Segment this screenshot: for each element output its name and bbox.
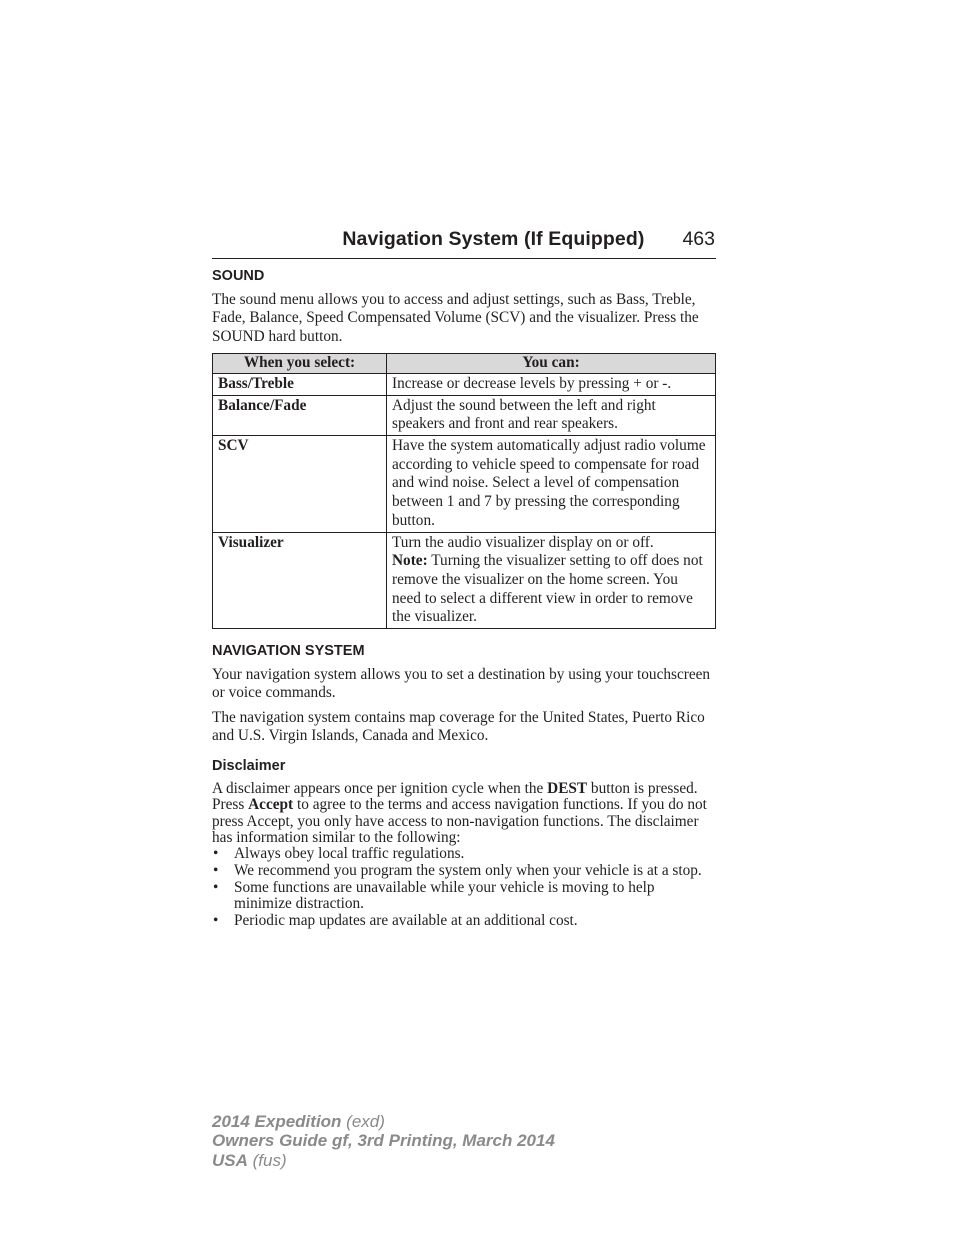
- list-item-text: Always obey local traffic regulations.: [234, 845, 465, 863]
- bullet-icon: •: [213, 878, 219, 896]
- list-item: [212, 863, 716, 879]
- section-heading-disclaimer: Disclaimer: [212, 758, 286, 775]
- page-content: [212, 228, 716, 929]
- page-title: Navigation System (If Equipped): [342, 228, 645, 250]
- list-item: [212, 846, 716, 862]
- list-item: [212, 913, 716, 929]
- footer-market-code: (fus): [247, 1150, 287, 1170]
- page-footer: [212, 1112, 555, 1170]
- table-row: [213, 436, 716, 533]
- disclaimer-text-3: to agree to the terms and access navigation functions. If you do not press Accept, you only have access to non-navigation functions. The disclaimer has information similar to the following:: [212, 796, 707, 846]
- table-header-can: You can:: [387, 353, 716, 373]
- page-number: 463: [682, 228, 715, 250]
- table-row: [213, 532, 716, 629]
- section-heading-sound: SOUND: [212, 268, 265, 284]
- visualizer-description: Turn the audio visualizer display on or off.: [392, 533, 654, 551]
- list-item-text: Periodic map updates are available at an additional cost.: [234, 911, 578, 929]
- bullet-icon: •: [213, 911, 219, 929]
- disclaimer-text-1: A disclaimer appears once per ignition cycle when the: [212, 780, 548, 798]
- table-cell-can: Have the system automatically adjust radio volume according to vehicle speed to compensate for road and wind noise. Select a level of compensation between 1 and 7 by pressing the corresponding button.: [387, 436, 716, 533]
- list-item-text: Some functions are unavailable while your vehicle is moving to help minimize distraction.: [234, 878, 655, 913]
- table-cell-select: SCV: [213, 436, 387, 533]
- navigation-paragraph-1: Your navigation system allows you to set a destination by using your touchscreen or voice commands.: [212, 666, 711, 702]
- note-label: Note:: [392, 552, 428, 570]
- list-item: [212, 880, 716, 913]
- table-cell-select: Balance/Fade: [213, 395, 387, 435]
- section-heading-navigation: NAVIGATION SYSTEM: [212, 643, 365, 660]
- navigation-paragraph-2: The navigation system contains map coverage for the United States, Puerto Rico and U.S. Virgin Islands, Canada and Mexico.: [212, 708, 705, 744]
- dest-button-label: DEST: [547, 780, 588, 798]
- bullet-icon: •: [213, 862, 219, 880]
- table-header-select: When you select:: [213, 353, 387, 373]
- sound-settings-table: [212, 353, 716, 629]
- table-cell-select: Bass/Treble: [213, 373, 387, 395]
- footer-market: USA: [212, 1150, 248, 1170]
- table-row: [213, 373, 716, 395]
- disclaimer-bullet-list: [212, 846, 716, 929]
- disclaimer-paragraph: [212, 781, 716, 846]
- table-header-row: [213, 353, 716, 373]
- table-cell-select: Visualizer: [213, 532, 387, 629]
- table-cell-can: [387, 532, 716, 629]
- list-item-text: We recommend you program the system only when your vehicle is at a stop.: [234, 862, 702, 880]
- footer-model: 2014 Expedition: [212, 1112, 342, 1131]
- note-text: Turning the visualizer setting to off does not remove the visualizer on the home screen. You need to select a different view in order to remove the visualizer.: [392, 552, 703, 626]
- page-header: [212, 228, 716, 259]
- table-row: [213, 395, 716, 435]
- footer-model-code: (exd): [341, 1112, 385, 1131]
- sound-intro-paragraph: The sound menu allows you to access and adjust settings, such as Bass, Treble, Fade, Balance, Speed Compensated Volume (SCV) and the visualizer. Press the SOUND hard button.: [212, 291, 699, 345]
- footer-line-1: [212, 1112, 555, 1131]
- table-cell-can: Increase or decrease levels by pressing + or -.: [387, 373, 716, 395]
- table-cell-can: Adjust the sound between the left and right speakers and front and rear speakers.: [387, 395, 716, 435]
- disclaimer-text-2: button is pressed. Press: [212, 780, 698, 814]
- footer-line-2: Owners Guide gf, 3rd Printing, March 2014: [212, 1131, 555, 1151]
- bullet-icon: •: [213, 845, 219, 863]
- accept-label: Accept: [248, 796, 294, 814]
- footer-line-3: [212, 1151, 555, 1170]
